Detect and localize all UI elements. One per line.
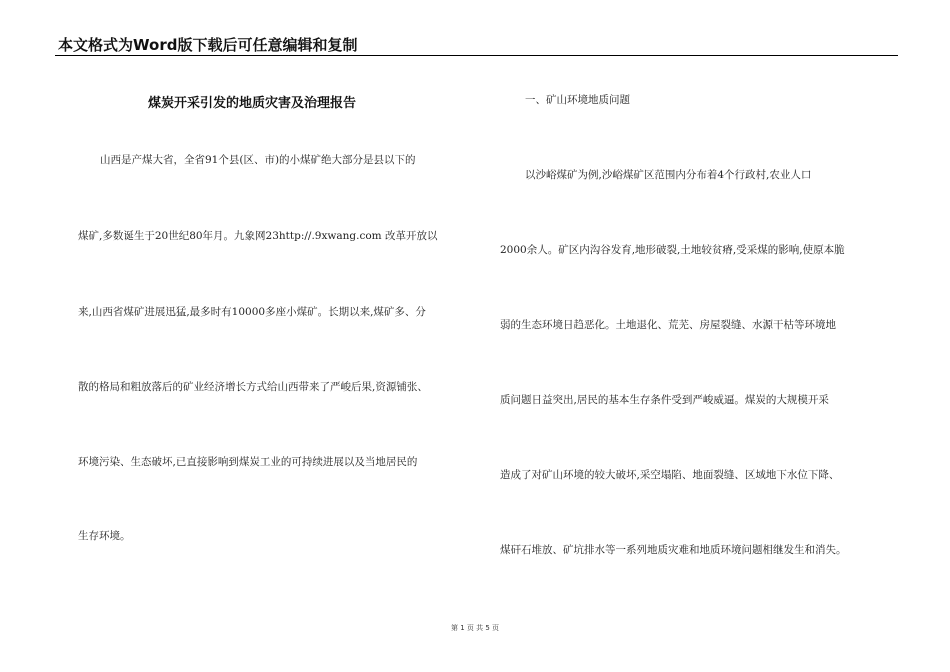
paragraph-line: 造成了对矿山环境的较大破坏,采空塌陷、地面裂缝、区域地下水位下降、 <box>500 469 840 481</box>
paragraph-line: 山西是产煤大省，全省91个县(区、市)的小煤矿绝大部分是县以下的 <box>100 154 416 166</box>
document-title: 煤炭开采引发的地质灾害及治理报告 <box>148 96 357 111</box>
header-banner: 本文格式为Word版下载后可任意编辑和复制 <box>58 36 358 54</box>
paragraph-line: 煤矸石堆放、矿坑排水等一系列地质灾难和地质环境问题相继发生和消失。 <box>500 544 847 556</box>
section-heading: 一、矿山环境地质问题 <box>525 94 630 106</box>
paragraph-line: 质问题日益突出,居民的基本生存条件受到严峻威逼。煤炭的大规模开采 <box>500 394 829 406</box>
paragraph-line: 环境污染、生态破坏,已直接影响到煤炭工业的可持续进展以及当地居民的 <box>78 456 418 468</box>
paragraph-line: 生存环境。 <box>78 530 131 542</box>
paragraph-line: 弱的生态环境日趋恶化。土地退化、荒芜、房屋裂缝、水源干枯等环境地 <box>500 319 836 331</box>
paragraph-line: 散的格局和粗放落后的矿业经济增长方式给山西带来了严峻后果,资源铺张、 <box>78 381 428 393</box>
header-rule <box>55 55 898 56</box>
paragraph-line: 以沙峪煤矿为例,沙峪煤矿区范围内分布着4个行政村,农业人口 <box>525 169 812 181</box>
page-footer: 第 1 页 共 5 页 <box>450 624 500 632</box>
paragraph-line: 来,山西省煤矿进展迅猛,最多时有10000多座小煤矿。长期以来,煤矿多、分 <box>78 306 426 318</box>
paragraph-line: 2000余人。矿区内沟谷发育,地形破裂,土地较贫瘠,受采煤的影响,使原本脆 <box>500 244 845 256</box>
paragraph-line: 煤矿,多数诞生于20世纪80年月。九象网23http://.9xwang.com 改革开放以 <box>78 230 438 242</box>
